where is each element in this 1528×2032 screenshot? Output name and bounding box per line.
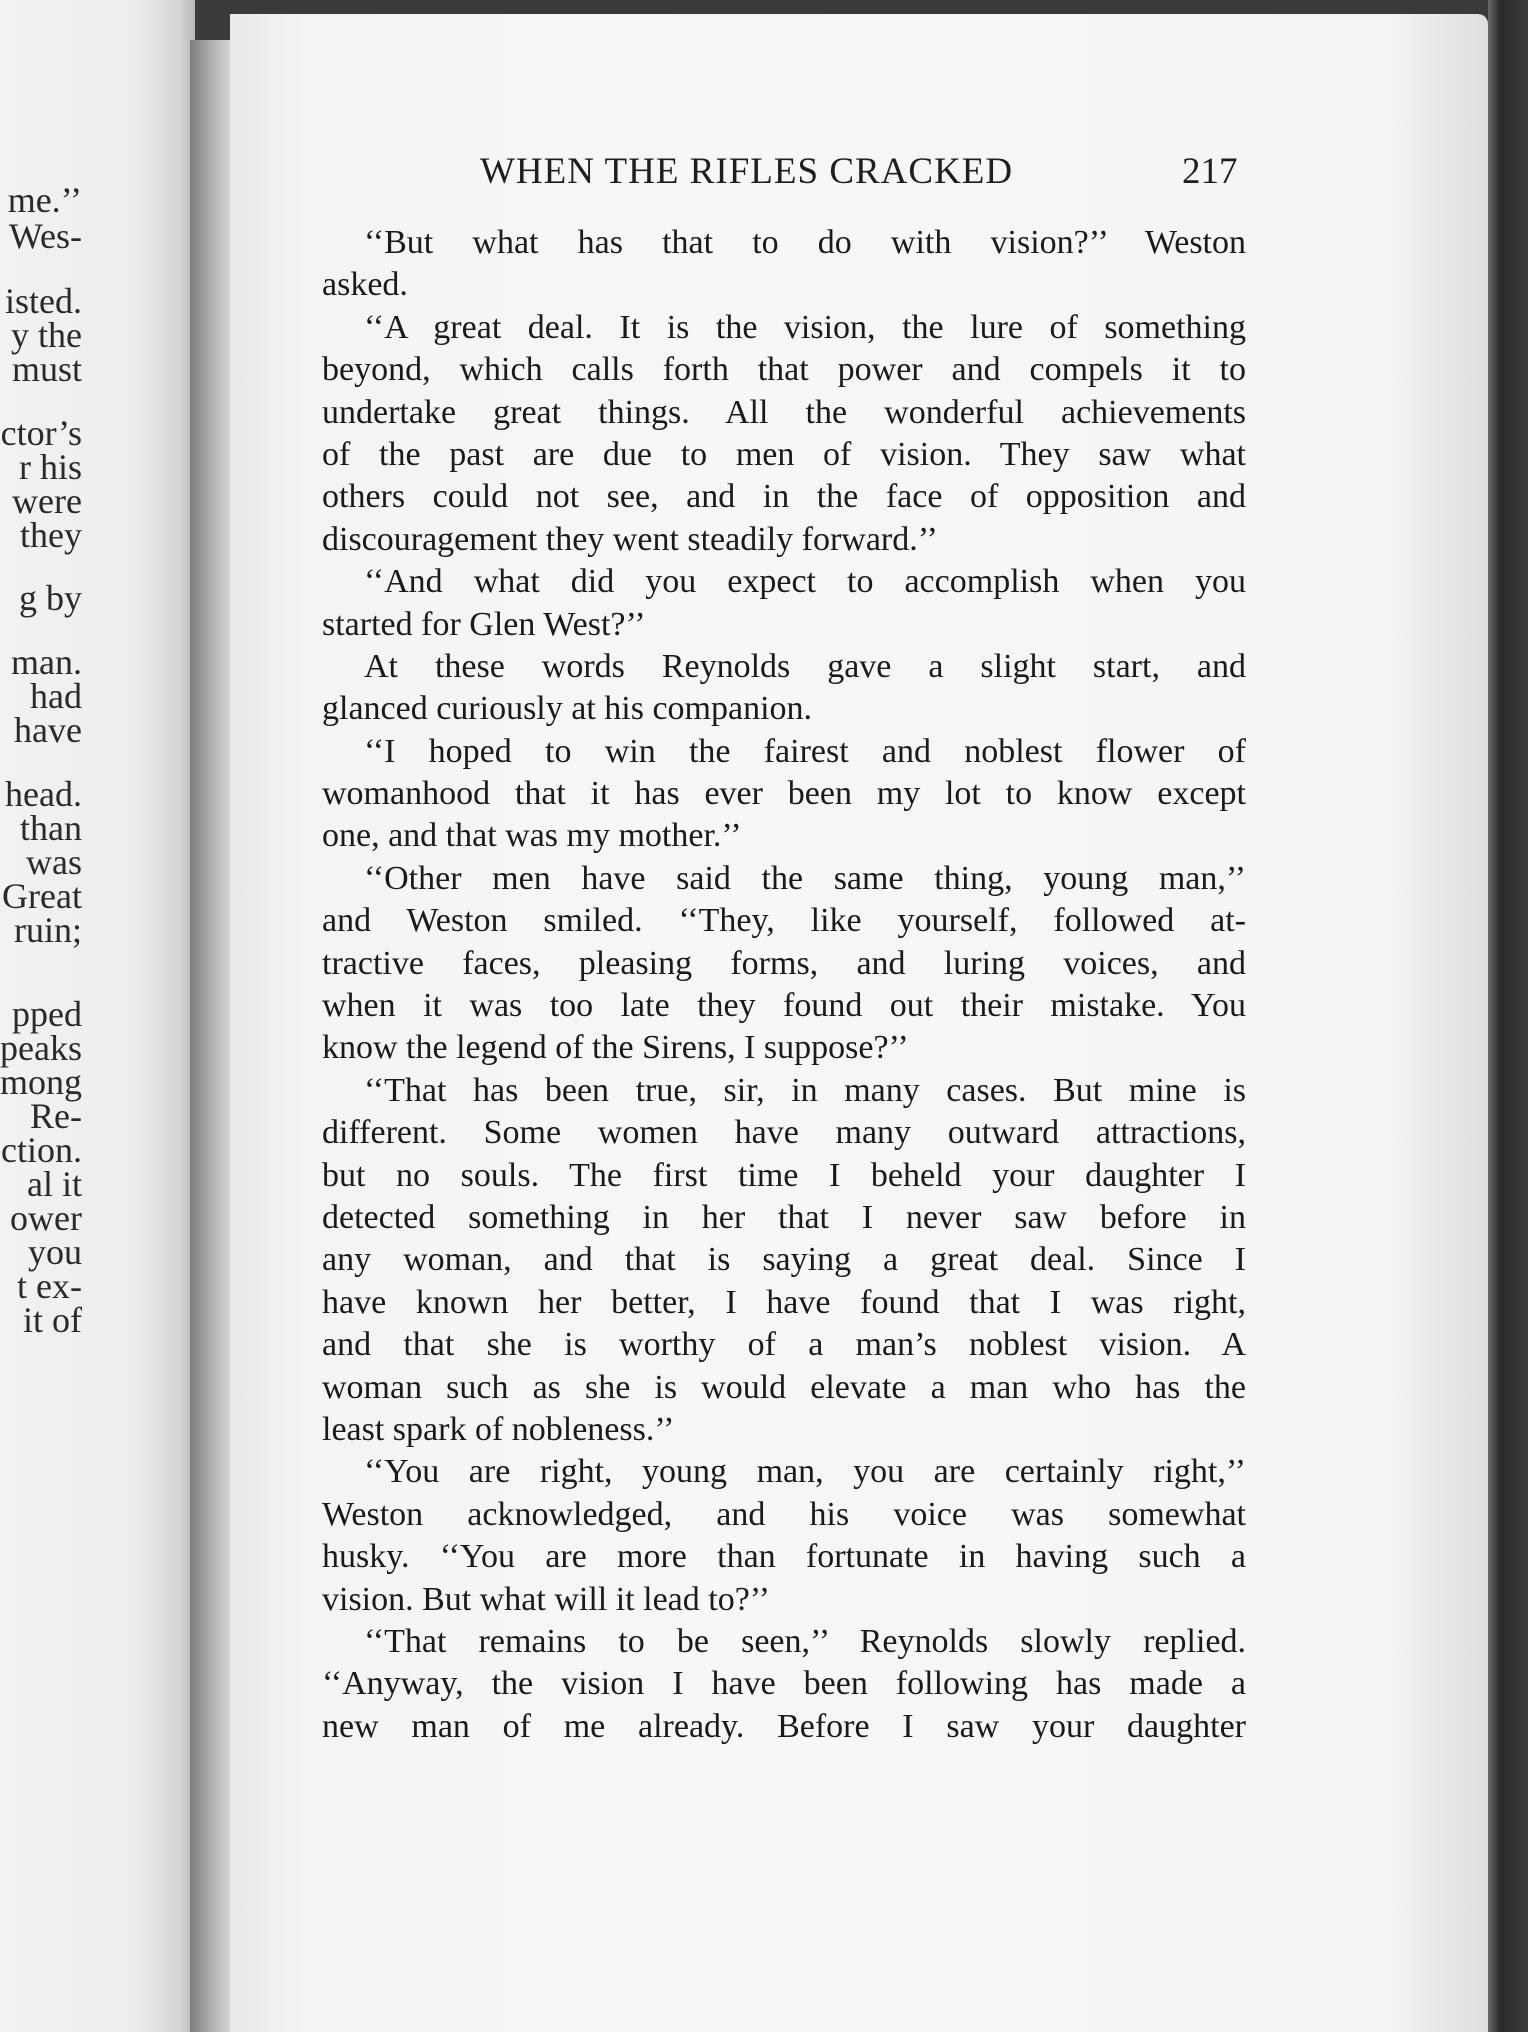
text-line: have known her better, I have found that I was right,: [322, 1283, 1246, 1321]
text-line: vision. But what will it lead to?’’: [322, 1580, 770, 1618]
previous-page-line: mong: [0, 1062, 82, 1102]
previous-page-line: isted.: [5, 281, 82, 321]
text-line: ‘‘Other men have said the same thing, young man,’’: [364, 859, 1246, 897]
text-line: husky. ‘‘You are more than fortunate in having such a: [322, 1538, 1246, 1576]
text-line: undertake great things. All the wonderful achievements: [322, 393, 1246, 431]
previous-page-line: must: [11, 349, 82, 389]
previous-page-line: it of: [23, 1300, 82, 1340]
text-line: when it was too late they found out their mistake. You: [322, 987, 1246, 1025]
previous-page-line: ruin;: [14, 910, 82, 950]
text-line: ‘‘Anyway, the vision I have been following has made a: [322, 1665, 1246, 1703]
previous-page-line: man.: [11, 642, 82, 682]
previous-page-line: you: [28, 1232, 82, 1272]
book-cover-edge: [1488, 0, 1528, 2032]
previous-page-line: pped: [12, 994, 82, 1034]
text-line: ‘‘And what did you expect to accomplish when you: [364, 563, 1246, 601]
previous-page-line: Great: [2, 876, 82, 916]
text-line: started for Glen West?’’: [322, 605, 646, 643]
text-line: new man of me already. Before I saw your daughter: [322, 1707, 1246, 1745]
text-line: glanced curiously at his companion.: [322, 690, 813, 728]
text-line: least spark of nobleness.’’: [322, 1410, 675, 1448]
text-line: one, and that was my mother.’’: [322, 817, 742, 855]
previous-page-line: ctor’s: [0, 413, 82, 453]
previous-page-line: Wes-: [8, 216, 82, 256]
text-line: womanhood that it has ever been my lot to know except: [322, 775, 1246, 813]
text-line: different. Some women have many outward attractions,: [322, 1114, 1246, 1152]
previous-page-line: ction.: [1, 1130, 82, 1170]
body-text: [322, 222, 1246, 1748]
text-line: others could not see, and in the face of opposition and: [322, 478, 1246, 516]
previous-page-line: t ex-: [17, 1266, 82, 1306]
text-line: asked.: [322, 266, 408, 304]
text-line: discouragement they went steadily forward.’’: [322, 520, 938, 558]
text-line: of the past are due to men of vision. They saw what: [322, 435, 1246, 473]
previous-page-line: r his: [19, 447, 82, 487]
text-line: ‘‘That remains to be seen,’’ Reynolds slowly replied.: [364, 1622, 1246, 1660]
page-number: 217: [1182, 151, 1238, 192]
text-line: and that she is worthy of a man’s noblest vision. A: [322, 1326, 1246, 1364]
previous-page: [0, 0, 195, 2032]
text-line: detected something in her that I never saw before in: [322, 1198, 1246, 1236]
previous-page-line: have: [14, 710, 82, 750]
previous-page-line: y the: [11, 315, 82, 355]
text-line: At these words Reynolds gave a slight start, and: [364, 647, 1246, 685]
text-line: and Weston smiled. ‘‘They, like yourself, followed at-: [322, 902, 1246, 940]
text-line: beyond, which calls forth that power and compels it to: [322, 351, 1246, 389]
previous-page-line: al it: [27, 1164, 82, 1204]
previous-page-line: had: [30, 676, 82, 716]
previous-page-line: were: [12, 481, 82, 521]
text-line: ‘‘That has been true, sir, in many cases. But mine is: [364, 1071, 1246, 1109]
previous-page-line: ower: [10, 1198, 82, 1238]
text-line: but no souls. The first time I beheld your daughter I: [322, 1156, 1246, 1194]
text-line: ‘‘You are right, young man, you are certainly right,’’: [364, 1453, 1246, 1491]
previous-page-line: peaks: [0, 1028, 82, 1068]
running-head: WHEN THE RIFLES CRACKED: [480, 151, 1014, 192]
previous-page-line: they: [20, 515, 82, 555]
previous-page-line: g by: [19, 578, 82, 618]
previous-page-line: me.’’: [7, 180, 82, 220]
previous-page-line: than: [20, 808, 82, 848]
text-line: Weston acknowledged, and his voice was somewhat: [322, 1495, 1246, 1533]
text-line: any woman, and that is saying a great deal. Since I: [322, 1241, 1246, 1279]
text-line: ‘‘I hoped to win the fairest and noblest flower of: [364, 732, 1246, 770]
previous-page-line: Re-: [30, 1096, 82, 1136]
previous-page-line: head.: [5, 774, 82, 814]
text-line: ‘‘A great deal. It is the vision, the lure of something: [364, 308, 1246, 346]
text-line: tractive faces, pleasing forms, and luring voices, and: [322, 944, 1246, 982]
text-line: know the legend of the Sirens, I suppose?’’: [322, 1029, 909, 1067]
text-line: ‘‘But what has that to do with vision?’’ Weston: [364, 224, 1246, 261]
text-line: woman such as she is would elevate a man who has the: [322, 1368, 1246, 1406]
previous-page-line: was: [26, 842, 82, 882]
